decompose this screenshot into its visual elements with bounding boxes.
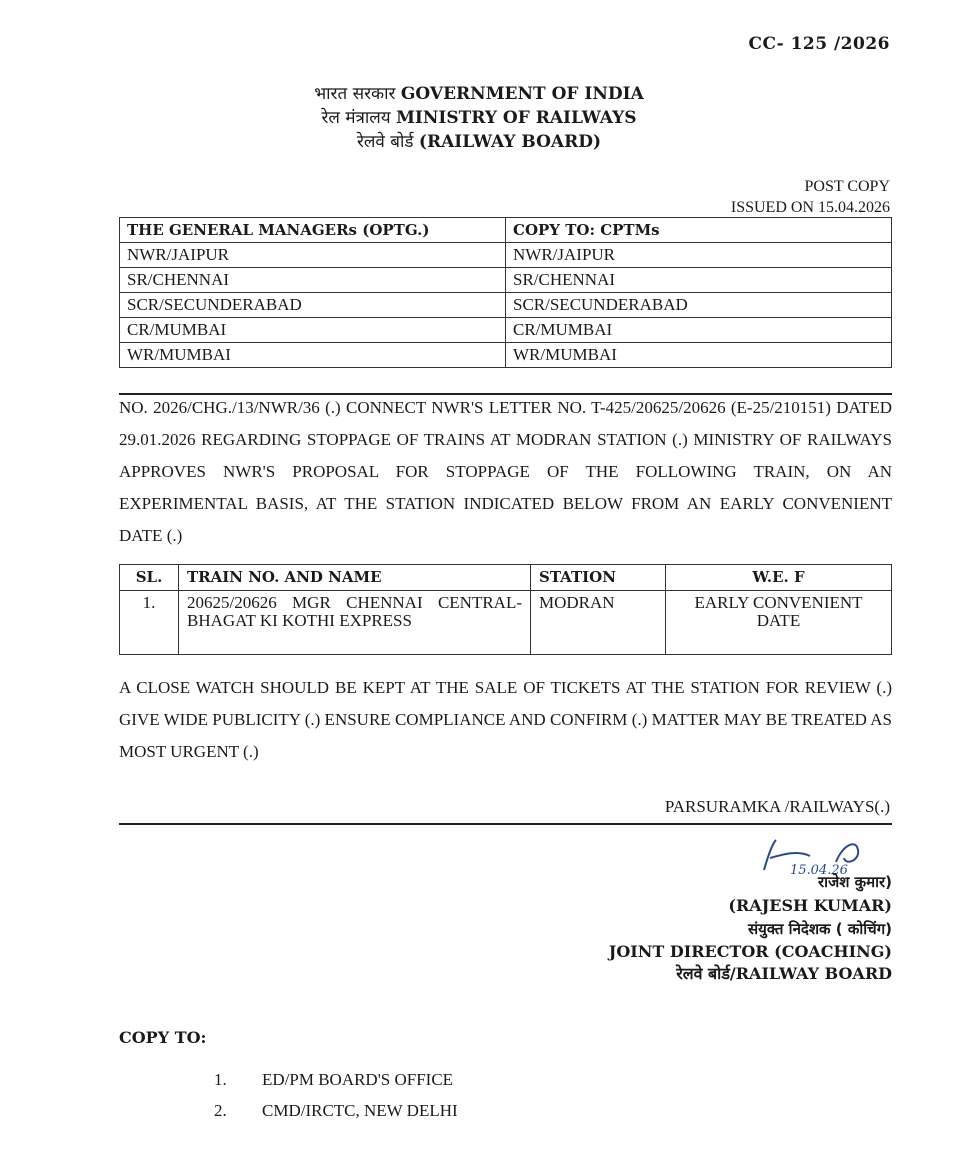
header-line-2 — [0, 106, 958, 130]
table-row — [120, 268, 892, 293]
gm-cell: SR/CHENNAI — [120, 268, 506, 293]
col-sl-header: SL. — [120, 565, 179, 591]
table-row — [120, 293, 892, 318]
header-hindi-1: भारत सरकार — [314, 84, 396, 104]
col-station-header: STATION — [531, 565, 666, 591]
table-row — [120, 343, 892, 368]
header-line-1 — [0, 82, 958, 106]
sender-line: PARSURAMKA /RAILWAYS(.) — [664, 797, 890, 816]
post-copy-label: POST COPY — [804, 178, 890, 195]
header-line-3 — [0, 130, 958, 154]
office-name: रेलवे बोर्ड/RAILWAY BOARD — [676, 964, 892, 983]
list-text: CMD/IRCTC, NEW DELHI — [262, 1101, 458, 1120]
col-wef-header: W.E. F — [666, 565, 892, 591]
copy-to-label: COPY TO: — [119, 1028, 207, 1047]
table-row — [120, 318, 892, 343]
header-english-3: (RAILWAY BOARD) — [418, 132, 602, 152]
list-text: ED/PM BOARD'S OFFICE — [262, 1070, 454, 1089]
reference-number: CC- 125 /2026 — [748, 34, 890, 54]
col-train-header: TRAIN NO. AND NAME — [179, 565, 531, 591]
general-managers-header: THE GENERAL MANAGERs (OPTG.) — [120, 218, 506, 243]
designation: JOINT DIRECTOR (COACHING) — [608, 942, 892, 961]
post-copy-block — [731, 176, 890, 218]
cptm-cell: SR/CHENNAI — [506, 268, 892, 293]
addressee-table — [119, 217, 892, 368]
list-number: 1. — [214, 1070, 227, 1089]
header-english-2: MINISTRY OF RAILWAYS — [396, 108, 637, 128]
table-row — [120, 243, 892, 268]
cptm-cell: CR/MUMBAI — [506, 318, 892, 343]
list-number: 2. — [214, 1101, 227, 1120]
name-hindi: राजेश कुमार) — [818, 873, 892, 891]
gm-cell: NWR/JAIPUR — [120, 243, 506, 268]
table-row — [120, 591, 892, 655]
copy-to-cptms-header: COPY TO: CPTMs — [506, 218, 892, 243]
gm-cell: SCR/SECUNDERABAD — [120, 293, 506, 318]
train-station: MODRAN — [531, 591, 666, 655]
cptm-cell: NWR/JAIPUR — [506, 243, 892, 268]
train-table-header — [120, 565, 892, 591]
divider-bottom — [119, 823, 892, 825]
train-sl: 1. — [120, 591, 179, 655]
designation-hindi-line — [748, 917, 892, 941]
signatory-name: (RAJESH KUMAR) — [728, 896, 892, 915]
message-body-1: NO. 2026/CHG./13/NWR/36 (.) CONNECT NWR'S LETTER NO. T-425/20625/20626 (E-25/210151) DATED 29.01.2026 REGARDING STOPPAGE OF TRAINS AT MODRAN STATION (.) MINISTRY OF RAILWAYS APPROVES NWR'S PROPOSAL FOR STOPPAGE OF THE FOLLOWING TRAIN, ON AN EXPERIMENTAL BASIS, AT THE STATION INDICATED BELOW FROM AN EARLY CONVENIENT DATE (.) — [119, 398, 892, 545]
signatory-name-hindi — [818, 870, 892, 894]
gm-cell: WR/MUMBAI — [120, 343, 506, 368]
train-wef: EARLY CONVENIENT DATE — [666, 591, 892, 655]
issued-on-date: ISSUED ON 15.04.2026 — [730, 199, 890, 216]
train-table — [119, 564, 892, 655]
gm-cell: CR/MUMBAI — [120, 318, 506, 343]
addressee-header-row — [120, 218, 892, 243]
header-hindi-2: रेल मंत्रालय — [321, 108, 391, 128]
train-name: 20625/20626 MGR CHENNAI CENTRAL- BHAGAT KI KOTHI EXPRESS — [179, 591, 531, 655]
cptm-cell: SCR/SECUNDERABAD — [506, 293, 892, 318]
designation-hindi: संयुक्त निदेशक ( कोचिंग) — [748, 920, 892, 938]
list-item — [214, 1070, 453, 1090]
list-item — [214, 1101, 458, 1121]
header-hindi-3: रेलवे बोर्ड — [356, 132, 414, 152]
header-english-1: GOVERNMENT OF INDIA — [400, 84, 644, 104]
cptm-cell: WR/MUMBAI — [506, 343, 892, 368]
message-body-2: A CLOSE WATCH SHOULD BE KEPT AT THE SALE OF TICKETS AT THE STATION FOR REVIEW (.) GIVE WIDE PUBLICITY (.) ENSURE COMPLIANCE AND CONFIRM (.) MATTER MAY BE TREATED AS MOST URGENT (.) — [119, 678, 892, 761]
signature-date: 15.04.26 — [790, 863, 848, 876]
